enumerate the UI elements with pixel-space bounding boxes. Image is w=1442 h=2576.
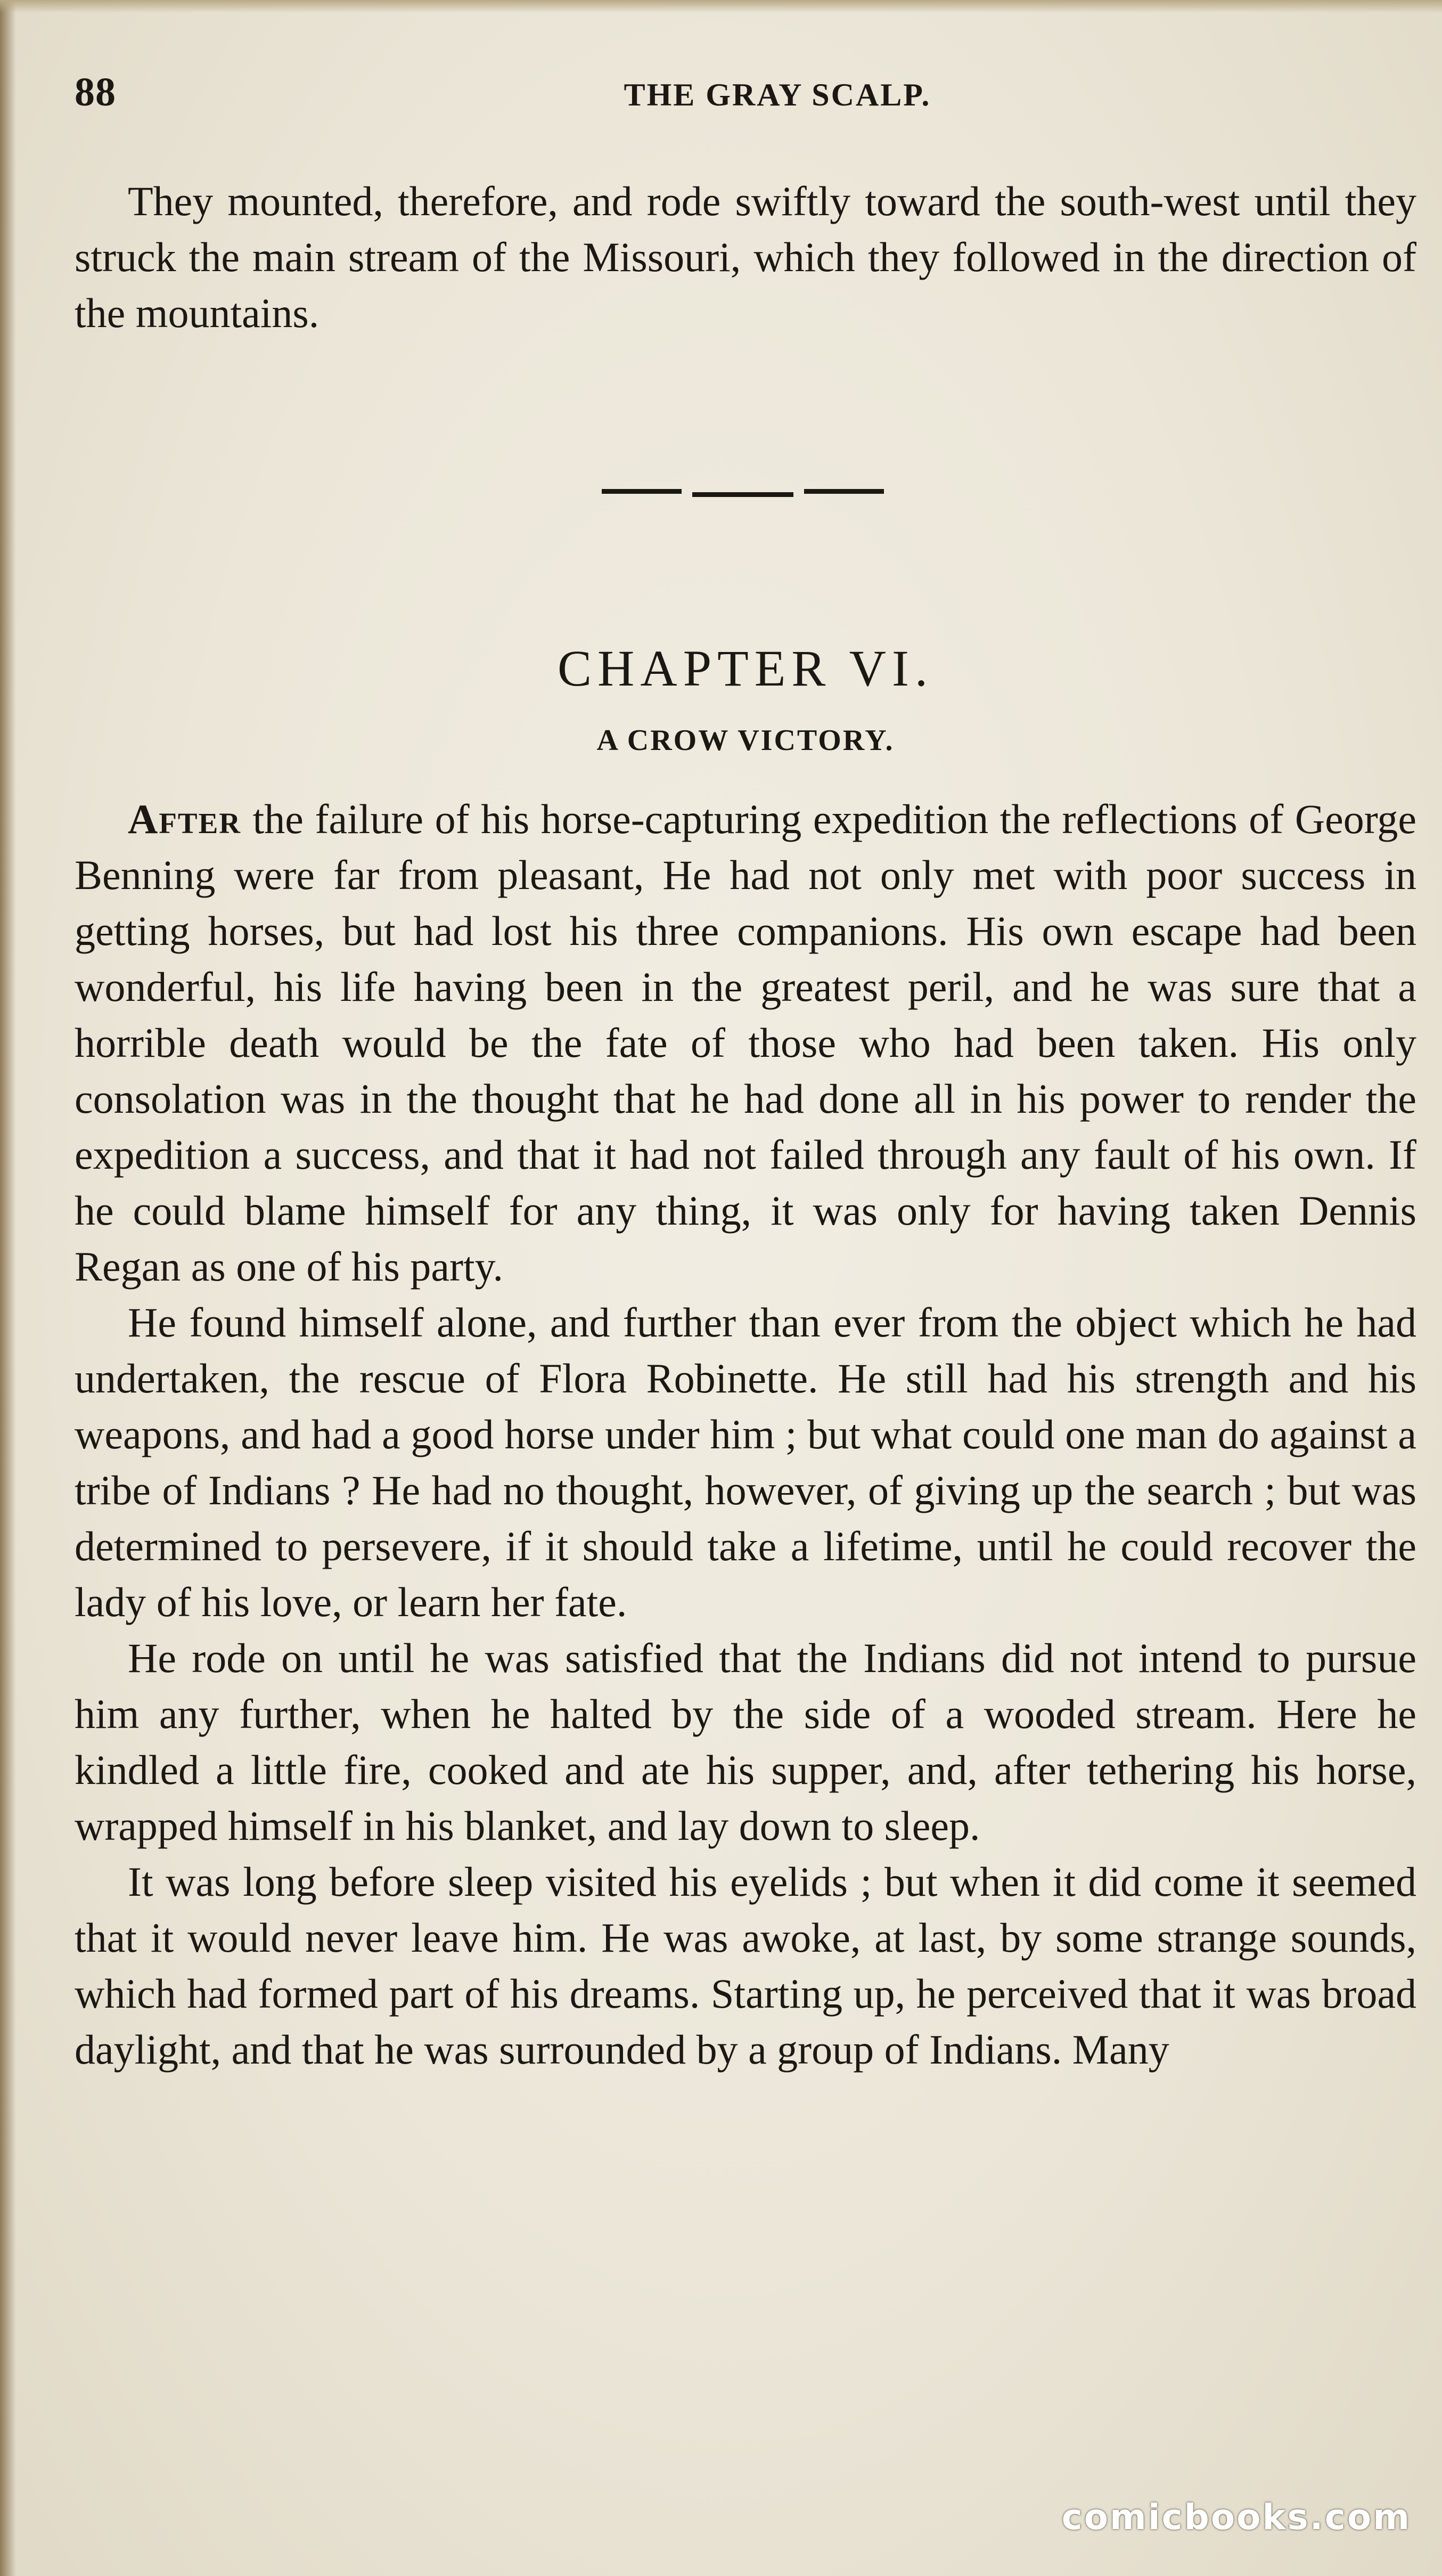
divider-bar <box>602 489 682 494</box>
running-title: THE GRAY SCALP. <box>624 77 931 112</box>
chapter-subtitle: A CROW VICTORY. <box>596 724 895 757</box>
page-left-edge-shadow <box>0 0 16 2576</box>
section-divider-ornament <box>602 489 884 499</box>
intro-text-block <box>75 173 1416 341</box>
body-paragraph-4: It was long before sleep visited his eyelids ; but when it did come it seemed that it would never leave him. He was awoke, at last, by some strange sounds, which had formed part of his dreams. Starting up, he perceived that it was broad daylight, and that he was surrounded by a group of Indians. Many <box>75 1858 1416 2073</box>
watermark-text: comicbooks.com <box>1061 2497 1411 2538</box>
chapter-heading: CHAPTER VI. <box>558 640 933 697</box>
running-head <box>75 69 1416 128</box>
divider-bar <box>804 489 884 494</box>
body-paragraph-3: He rode on until he was satisfied that the Indians did not intend to pursue him any further, when he halted by the side of a wooded stream. Here he kindled a little fire, cooked and ate his supper, and, after tethering his horse, wrapped himself in his blanket, and lay down to sleep. <box>75 1635 1416 1849</box>
page-top-edge-shadow <box>0 0 1442 13</box>
body-paragraph-2: He found himself alone, and further than ever from the object which he had undertaken, the rescue of Flora Robinette. He still had his strength and his weapons, and had a good horse under him ; but what could one man do against a tribe of Indians ? He had no thought, however, of giving up the search ; but was determined to persevere, if it should take a lifetime, until he could recover the lady of his love, or learn her fate. <box>75 1299 1416 1625</box>
paragraph-text: the failure of his horse-capturing expedition the reflections of George Benning were far from pleasant, He had not only met with poor success in getting horses, but had lost his three companions. His own escape had been wonderful, his life having been in the greatest peril, and he was sure that a horrible death would be the fate of those who had been taken. His only consolation was in the thought that he had done all in his power to render the expedition a success, and that it had not failed through any fault of his own. If he could blame himself for any thing, it was only for having taken Dennis Regan as one of his party. <box>75 796 1416 1290</box>
body-paragraph-1 <box>75 791 1416 1294</box>
page-number: 88 <box>75 70 116 115</box>
chapter-body <box>75 791 1416 2077</box>
intro-paragraph: They mounted, therefore, and rode swiftly toward the south-west until they struck the main stream of the Missouri, which they followed in the direction of the mountains. <box>75 178 1416 336</box>
opening-word: After <box>128 796 242 842</box>
divider-bar <box>692 492 793 497</box>
